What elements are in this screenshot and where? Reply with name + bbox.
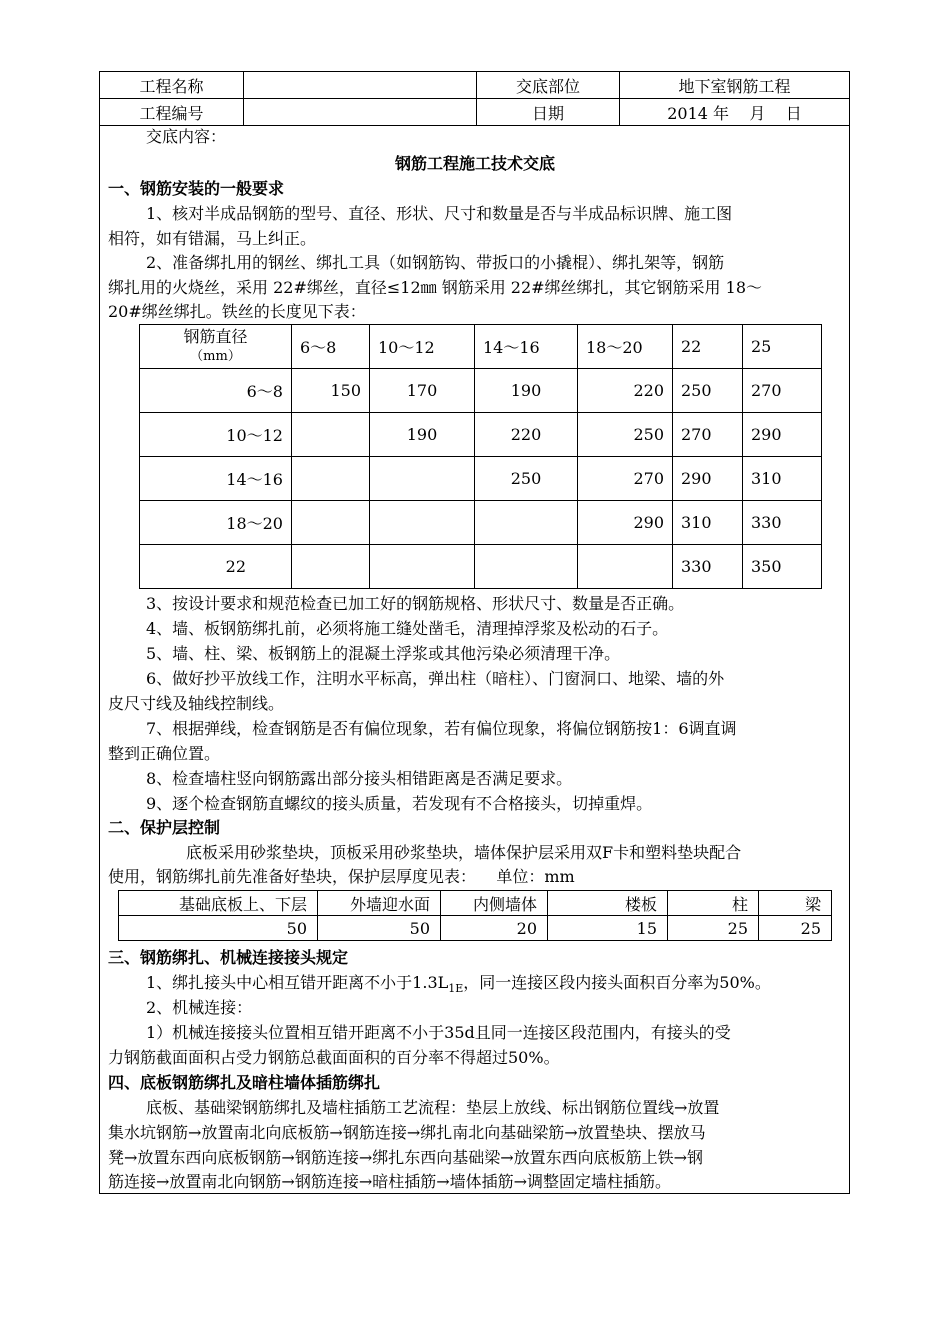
row-label: 14～16 bbox=[140, 457, 292, 501]
table-cell bbox=[292, 545, 370, 589]
table-row bbox=[140, 369, 822, 413]
col-header: 10～12 bbox=[370, 325, 475, 369]
project-no-label: 工程编号 bbox=[100, 99, 244, 126]
table-cell: 20 bbox=[441, 916, 548, 941]
table-cell bbox=[292, 457, 370, 501]
project-name-value bbox=[244, 72, 477, 99]
section3-p3-line1: 1）机械连接接头位置相互错开距离不小于35d且同一连接区段范围内，有接头的受 bbox=[146, 1023, 731, 1042]
table-cell: 270 bbox=[673, 413, 743, 457]
table-cell: 150 bbox=[292, 369, 370, 413]
disclosure-part-value: 地下室钢筋工程 bbox=[620, 72, 850, 99]
table-cell: 290 bbox=[578, 501, 673, 545]
table-cell bbox=[370, 501, 475, 545]
table-row bbox=[140, 457, 822, 501]
col-header: 14～16 bbox=[475, 325, 578, 369]
section1-p1-line1: 1、核对半成品钢筋的型号、直径、形状、尺寸和数量是否与半成品标识牌、施工图 bbox=[146, 204, 733, 223]
section2-heading: 二、保护层控制 bbox=[108, 818, 221, 837]
table-cell: 270 bbox=[743, 369, 822, 413]
section1-p8: 8、检查墙柱竖向钢筋露出部分接头相错距离是否满足要求。 bbox=[146, 769, 573, 788]
table-cell: 50 bbox=[318, 916, 441, 941]
table-row bbox=[119, 916, 832, 941]
section4-p-line4: 筋连接→放置南北向钢筋→钢筋连接→暗柱插筋→墙体插筋→调整固定墙柱插筋。 bbox=[108, 1172, 672, 1191]
table-cell bbox=[475, 545, 578, 589]
table-cell: 190 bbox=[370, 413, 475, 457]
header-table bbox=[99, 71, 850, 126]
section3-p3-line2: 力钢筋截面面积占受力钢筋总截面面积的百分率不得超过50%。 bbox=[108, 1048, 560, 1067]
project-no-value bbox=[244, 99, 477, 126]
cover-header: 外墙迎水面 bbox=[318, 891, 441, 916]
section3-heading: 三、钢筋绑扎、机械连接接头规定 bbox=[108, 948, 349, 967]
doc-title: 钢筋工程施工技术交底 bbox=[394, 154, 555, 173]
table-row bbox=[140, 501, 822, 545]
table-cell: 250 bbox=[673, 369, 743, 413]
table-row bbox=[140, 413, 822, 457]
content-label: 交底内容： bbox=[146, 127, 227, 146]
cover-header: 楼板 bbox=[548, 891, 668, 916]
section1-p6-line2: 皮尺寸线及轴线控制线。 bbox=[108, 694, 285, 713]
table-cell: 290 bbox=[673, 457, 743, 501]
section1-heading: 一、钢筋安装的一般要求 bbox=[108, 179, 285, 198]
section4-heading: 四、底板钢筋绑扎及暗柱墙体插筋绑扎 bbox=[108, 1073, 381, 1092]
table-cell: 220 bbox=[475, 413, 578, 457]
disclosure-part-label: 交底部位 bbox=[477, 72, 620, 99]
section1-p7-line2: 整到正确位置。 bbox=[108, 744, 221, 763]
table-cell: 190 bbox=[475, 369, 578, 413]
table-cell: 350 bbox=[743, 545, 822, 589]
row-label: 18～20 bbox=[140, 501, 292, 545]
table-cell: 330 bbox=[743, 501, 822, 545]
table-cell: 25 bbox=[759, 916, 832, 941]
section1-p3: 3、按设计要求和规范检查已加工好的钢筋规格、形状尺寸、数量是否正确。 bbox=[146, 594, 685, 613]
table-row bbox=[119, 891, 832, 916]
table-cell: 310 bbox=[673, 501, 743, 545]
table-cell bbox=[370, 457, 475, 501]
table-cell: 270 bbox=[578, 457, 673, 501]
section1-p2-line2: 绑扎用的火烧丝，采用 22#绑丝，直径≤12㎜ 钢筋采用 22#绑丝绑扎，其它钢筋采用 18～ bbox=[108, 278, 763, 297]
table-cell: 330 bbox=[673, 545, 743, 589]
col-header: 18～20 bbox=[578, 325, 673, 369]
table-cell: 310 bbox=[743, 457, 822, 501]
section2-p-line2: 使用，钢筋绑扎前先准备好垫块，保护层厚度见表： 单位：mm bbox=[108, 867, 575, 886]
section1-p6-line1: 6、做好抄平放线工作，注明水平标高，弹出柱（暗柱）、门窗洞口、地梁、墙的外 bbox=[146, 669, 725, 688]
table-cell bbox=[292, 501, 370, 545]
table-cell: 15 bbox=[548, 916, 668, 941]
section1-p5: 5、墙、柱、梁、板钢筋上的混凝土浮浆或其他污染必须清理干净。 bbox=[146, 644, 621, 663]
corner-line2: （mm） bbox=[190, 348, 241, 364]
corner-line1: 钢筋直径 bbox=[183, 326, 248, 346]
wire-table-corner bbox=[140, 325, 292, 369]
table-row bbox=[140, 545, 822, 589]
section1-p9: 9、逐个检查钢筋直螺纹的接头质量，若发现有不合格接头，切掉重焊。 bbox=[146, 794, 653, 813]
section4-p-line3: 凳→放置东西向底板钢筋→钢筋连接→绑扎东西向基础梁→放置东西向底板筋上铁→钢 bbox=[108, 1148, 704, 1167]
table-cell: 25 bbox=[668, 916, 759, 941]
table-cell: 220 bbox=[578, 369, 673, 413]
col-header: 25 bbox=[743, 325, 822, 369]
wire-length-table bbox=[139, 324, 822, 589]
table-cell bbox=[578, 545, 673, 589]
section1-p4: 4、墙、板钢筋绑扎前，必须将施工缝处凿毛，清理掉浮浆及松动的石子。 bbox=[146, 619, 669, 638]
table-cell: 250 bbox=[578, 413, 673, 457]
row-label: 22 bbox=[140, 545, 292, 589]
table-cell bbox=[475, 501, 578, 545]
section1-p1-line2: 相符，如有错漏，马上纠正。 bbox=[108, 229, 317, 248]
table-cell: 170 bbox=[370, 369, 475, 413]
col-header: 6～8 bbox=[292, 325, 370, 369]
project-name-label: 工程名称 bbox=[100, 72, 244, 99]
section2-p-line1: 底板采用砂浆垫块，顶板采用砂浆垫块，墙体保护层采用双F卡和塑料垫块配合 bbox=[186, 843, 742, 862]
section4-p-line1: 底板、基础梁钢筋绑扎及墙柱插筋工艺流程：垫层上放线、标出钢筋位置线→放置 bbox=[146, 1098, 720, 1117]
section1-p2-line1: 2、准备绑扎用的钢丝、绑扎工具（如钢筋钩、带扳口的小撬棍）、绑扎架等，钢筋 bbox=[146, 253, 725, 272]
section1-p7-line1: 7、根据弹线，检查钢筋是否有偏位现象，若有偏位现象，将偏位钢筋按1：6调直调 bbox=[146, 719, 737, 738]
table-cell: 290 bbox=[743, 413, 822, 457]
table-cell: 250 bbox=[475, 457, 578, 501]
p1-text-b: ，同一连接区段内接头面积百分率为50%。 bbox=[463, 973, 771, 992]
section4-p-line2: 集水坑钢筋→放置南北向底板筋→钢筋连接→绑扎南北向基础梁筋→放置垫块、摆放马 bbox=[108, 1123, 706, 1142]
table-cell bbox=[370, 545, 475, 589]
section3-p2: 2、机械连接： bbox=[146, 998, 253, 1017]
date-value: 2014 年 月 日 bbox=[620, 99, 850, 126]
date-label: 日期 bbox=[477, 99, 620, 126]
p1-text-a: 1、绑扎接头中心相互错开距离不小于1.3L bbox=[146, 973, 449, 992]
table-cell: 50 bbox=[119, 916, 318, 941]
col-header: 22 bbox=[673, 325, 743, 369]
cover-header: 梁 bbox=[759, 891, 832, 916]
section1-p2-line3: 20#绑丝绑扎。铁丝的长度见下表： bbox=[108, 302, 366, 321]
p1-subscript: 1E bbox=[448, 982, 464, 996]
table-cell bbox=[292, 413, 370, 457]
cover-thickness-table bbox=[118, 890, 832, 941]
cover-header: 基础底板上、下层 bbox=[119, 891, 318, 916]
cover-header: 柱 bbox=[668, 891, 759, 916]
cover-header: 内侧墙体 bbox=[441, 891, 548, 916]
row-label: 10～12 bbox=[140, 413, 292, 457]
row-label: 6～8 bbox=[140, 369, 292, 413]
